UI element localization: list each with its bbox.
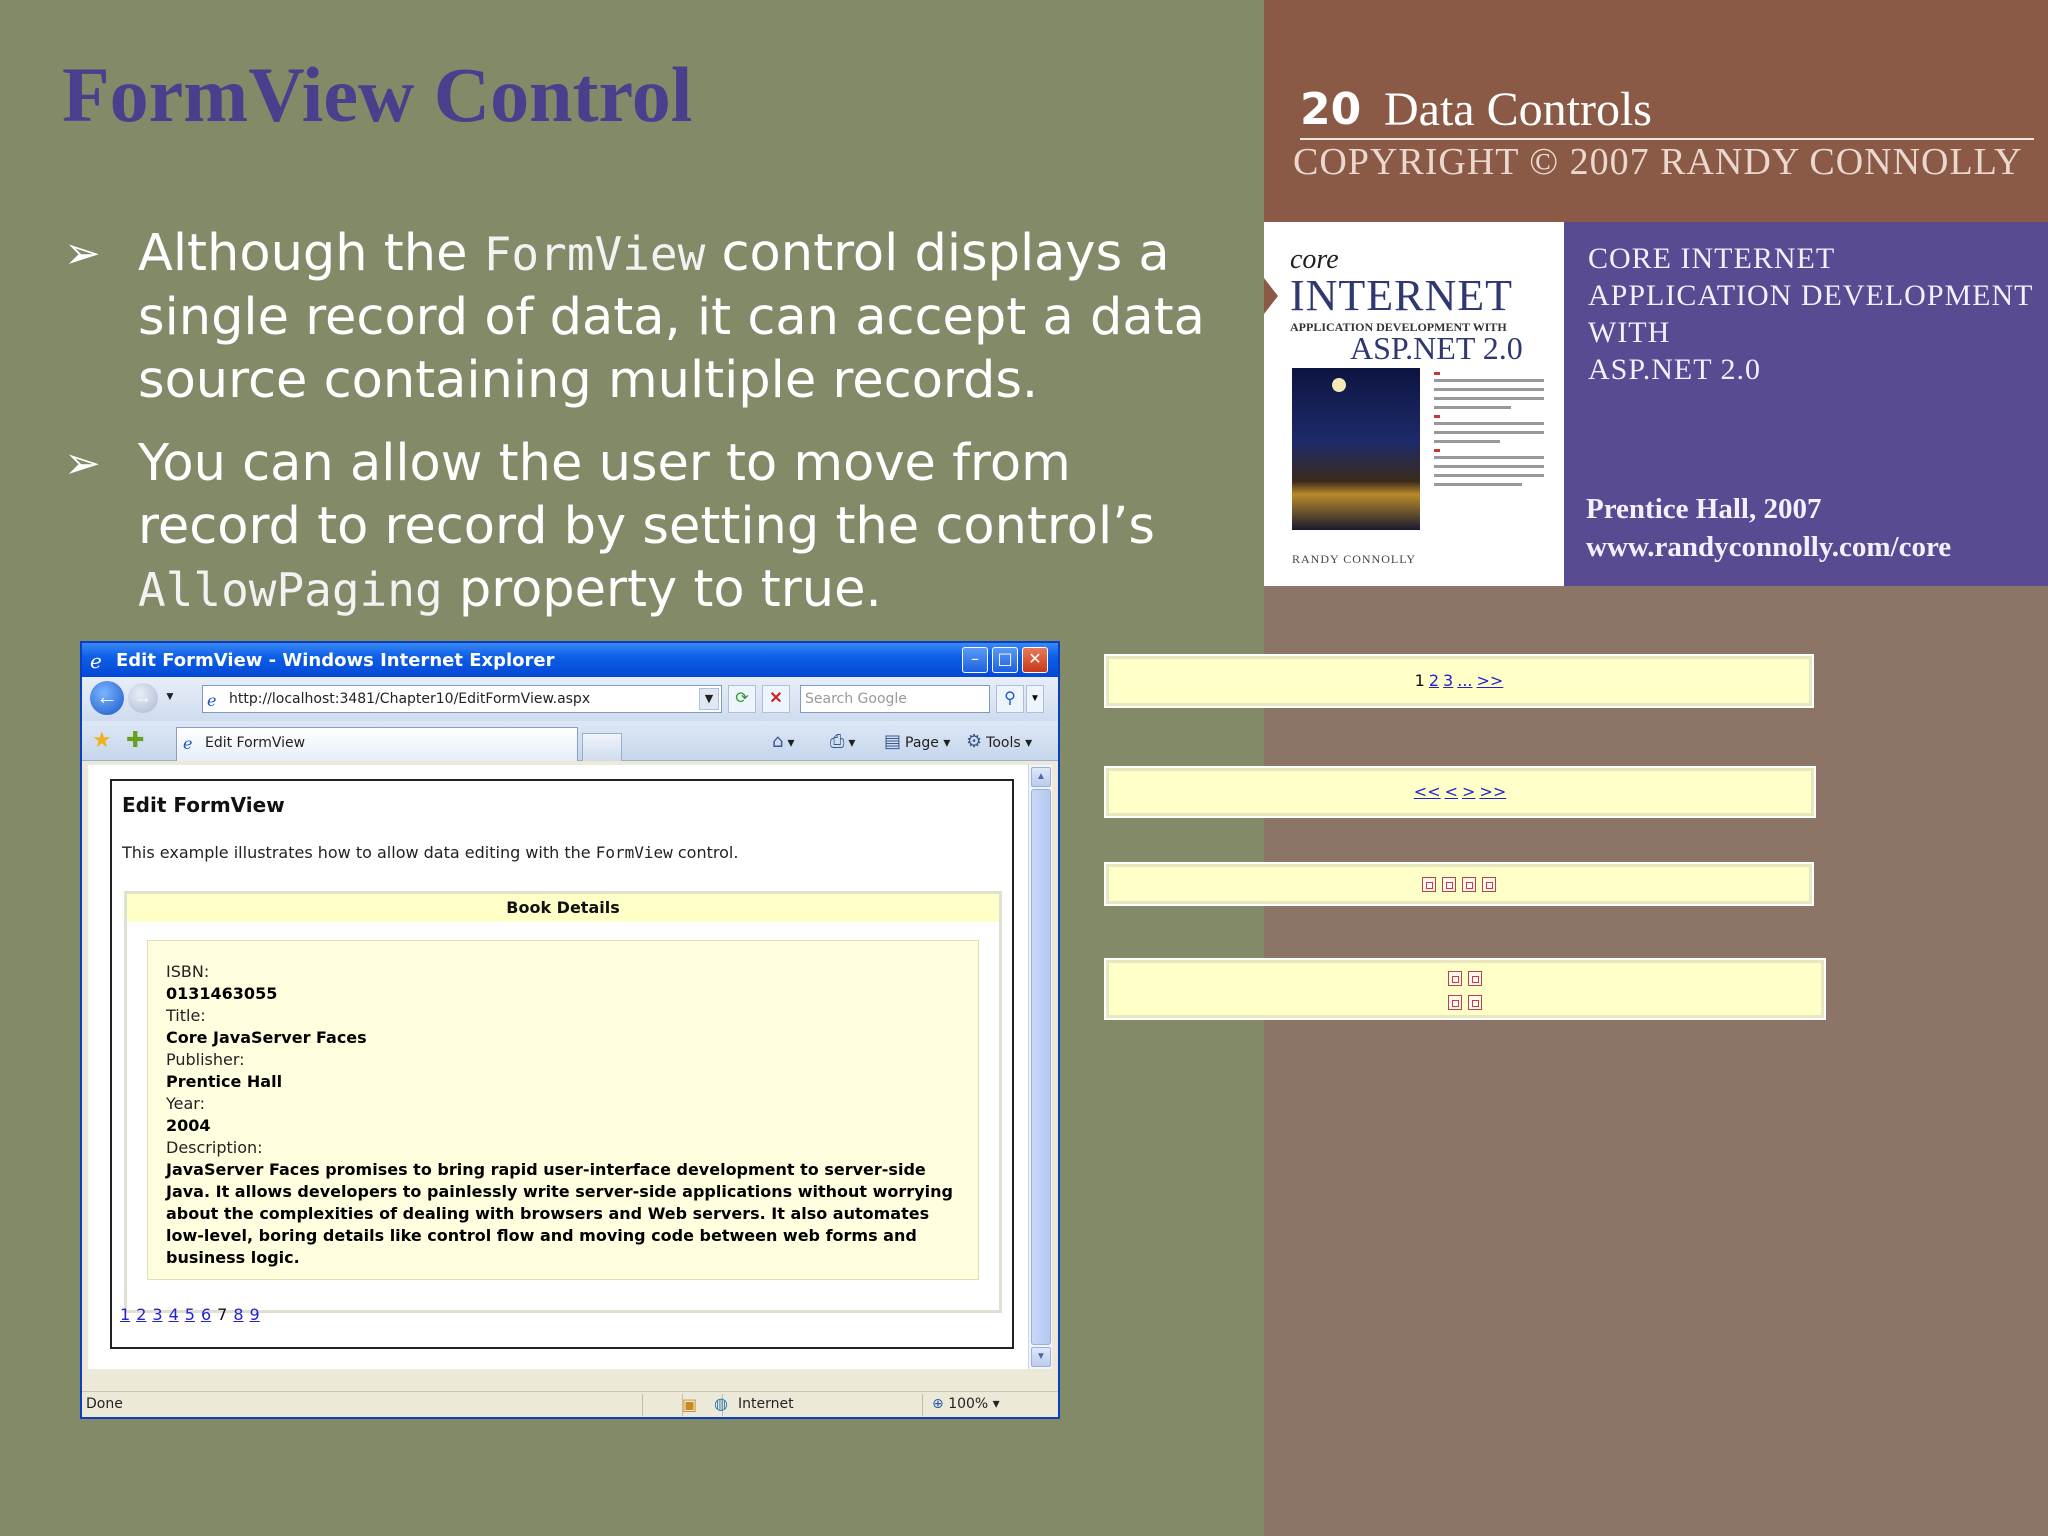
book-title-line: WITH	[1588, 316, 1671, 349]
pager-image-stacked-sample	[1104, 958, 1826, 1020]
chapter-header	[1300, 84, 2034, 140]
pager-next-link[interactable]: >	[1462, 782, 1476, 801]
pager-nextprev-sample	[1104, 766, 1816, 818]
book-cover-image	[1264, 222, 1564, 586]
bullet-text-pre: Although the	[138, 224, 484, 283]
tools-menu-label: Tools	[986, 735, 1021, 751]
pager-prev-icon[interactable]	[1448, 995, 1462, 1010]
bullet-list	[62, 222, 1232, 642]
arrow-bullet-icon: ➢	[64, 228, 101, 279]
tab-toolbar	[82, 721, 1058, 761]
maximize-button[interactable]: □	[992, 647, 1018, 673]
tab-edit-formview[interactable]	[176, 727, 578, 761]
page-container	[110, 779, 1014, 1349]
pager-icon-row	[1106, 992, 1824, 1012]
pager-link[interactable]: 6	[200, 1305, 212, 1324]
globe-icon: ◍	[714, 1394, 728, 1413]
field-label: Description:	[166, 1138, 263, 1157]
pager-next-icon[interactable]	[1468, 971, 1482, 986]
address-dropdown-button[interactable]: ▼	[699, 688, 719, 710]
book-title	[1588, 240, 2034, 388]
bullet-item	[62, 222, 1232, 412]
pager-link[interactable]: >>	[1476, 671, 1504, 690]
pager-last-link[interactable]: >>	[1479, 782, 1507, 801]
field-label: Publisher:	[166, 1050, 245, 1069]
book-title-line: APPLICATION DEVELOPMENT	[1588, 279, 2034, 312]
intro-text-post: control.	[672, 843, 739, 862]
field-label: Year:	[166, 1094, 205, 1113]
tab-label: Edit FormView	[205, 735, 306, 751]
bullet-code: AllowPaging	[138, 563, 443, 617]
pager-image-sample	[1104, 862, 1814, 906]
bullet-text-post: control displays a single record of data, it can accept a data source containing multiple records.	[138, 224, 1205, 410]
printer-icon: ⎙	[830, 731, 845, 752]
field-value: Core JavaServer Faces	[166, 1028, 367, 1047]
cover-author-text: RANDY CONNOLLY	[1292, 552, 1417, 566]
zoom-control[interactable]: ⊕ 100% ▾	[932, 1396, 1000, 1412]
status-bar	[82, 1391, 1058, 1417]
field-label: ISBN:	[166, 962, 210, 981]
zoom-icon: ⊕	[932, 1396, 944, 1412]
tools-menu[interactable]: ⚙ Tools ▾	[966, 731, 1033, 752]
pager-current-page: 1	[1414, 671, 1425, 690]
back-button[interactable]: ←	[90, 681, 124, 715]
page-menu-icon: ▤	[884, 731, 902, 752]
publisher-text: Prentice Hall, 2007	[1586, 493, 1822, 525]
favorites-star-icon[interactable]: ★	[92, 727, 112, 752]
new-tab-button[interactable]	[582, 733, 622, 761]
moon-icon	[1332, 378, 1346, 392]
minimize-button[interactable]: –	[962, 647, 988, 673]
book-info-panel	[1564, 222, 2048, 586]
search-options-dropdown[interactable]: ▼	[1026, 685, 1044, 713]
pager-first-icon[interactable]	[1422, 877, 1436, 892]
scroll-down-button[interactable]: ▼	[1031, 1347, 1051, 1367]
pager-prev-link[interactable]: <	[1444, 782, 1458, 801]
bullet-text-pre: You can allow the user to move from record to record by setting the control’s	[138, 434, 1155, 556]
pager-link[interactable]: 4	[168, 1305, 179, 1324]
print-button[interactable]: ⎙ ▾	[830, 731, 856, 752]
stop-button[interactable]: ✕	[762, 685, 790, 713]
address-toolbar	[82, 677, 1058, 721]
pager-link[interactable]: 1	[120, 1305, 131, 1324]
page-menu-label: Page	[905, 735, 939, 751]
forward-button[interactable]: →	[128, 683, 158, 713]
search-input[interactable]: Search Google	[800, 685, 990, 713]
field-value: 0131463055	[166, 984, 278, 1003]
browser-window	[80, 641, 1060, 1419]
formview-table	[124, 891, 1002, 1313]
pager-link[interactable]: 3	[152, 1305, 163, 1324]
zoom-level: 100%	[948, 1396, 989, 1412]
security-zone-text: Internet	[738, 1396, 794, 1412]
bullet-item	[62, 432, 1232, 622]
copyright-text: COPYRIGHT © 2007 RANDY CONNOLLY	[1293, 141, 2023, 183]
pager-numeric-sample	[1104, 654, 1814, 708]
pager-link[interactable]: 3	[1443, 671, 1454, 690]
field-value: 2004	[166, 1116, 211, 1135]
city-night-photo	[1292, 368, 1420, 530]
intro-code: FormView	[595, 843, 673, 862]
chapter-title: Data Controls	[1384, 83, 1652, 136]
vertical-scrollbar[interactable]	[1028, 765, 1052, 1369]
window-title: Edit FormView - Windows Internet Explorer	[116, 650, 555, 671]
cover-feature-list	[1434, 372, 1544, 492]
ie-logo-icon: e	[90, 649, 102, 673]
bullet-code: FormView	[483, 227, 706, 281]
page-viewport	[88, 765, 1028, 1369]
pager-link[interactable]: 9	[249, 1305, 260, 1324]
scroll-thumb[interactable]	[1031, 789, 1051, 1345]
home-button[interactable]: ⌂ ▾	[772, 731, 795, 752]
pager-link[interactable]: ...	[1457, 671, 1473, 690]
pager-link[interactable]: 5	[184, 1305, 195, 1324]
status-text: Done	[86, 1396, 123, 1412]
gear-icon: ⚙	[966, 731, 983, 752]
refresh-button[interactable]: ⟳	[728, 685, 756, 713]
field-value: JavaServer Faces promises to bring rapid user-interface development to server-side Java. It allows developers to painlessly write server-side applications without worrying about the complexities of dealing with browsers and Web servers. It also automates low-level, boring details like control flow and moving code between web forms and business logic.	[166, 1160, 953, 1267]
add-favorites-icon[interactable]: ✚	[126, 727, 145, 752]
pager-first-link[interactable]: <<	[1413, 782, 1441, 801]
cover-aspnet-text: ASP.NET 2.0	[1350, 330, 1523, 366]
pager-link[interactable]: 2	[1428, 671, 1440, 690]
arrow-bullet-icon: ➢	[64, 438, 101, 489]
pager-first-icon[interactable]	[1448, 971, 1462, 986]
protected-mode-icon: ▣	[682, 1395, 698, 1414]
address-url: http://localhost:3481/Chapter10/EditFormView.aspx	[229, 691, 591, 707]
page-heading: Edit FormView	[122, 793, 285, 817]
intro-text-pre: This example illustrates how to allow data editing with the	[122, 843, 596, 862]
bullet-text-post: property to true.	[442, 560, 882, 619]
page-icon: e	[183, 734, 193, 753]
pager-last-icon[interactable]	[1468, 995, 1482, 1010]
cover-internet-text: INTERNET	[1290, 271, 1514, 320]
home-icon: ⌂	[772, 731, 784, 752]
book-publisher-block	[1586, 490, 1951, 566]
cover-core-text: core	[1290, 244, 1339, 275]
address-bar[interactable]	[202, 685, 722, 713]
history-dropdown-icon[interactable]: ▼	[164, 689, 176, 703]
close-button[interactable]: ✕	[1022, 647, 1048, 673]
pager-next-icon[interactable]	[1462, 877, 1476, 892]
window-titlebar[interactable]	[82, 643, 1058, 677]
field-label: Title:	[166, 1006, 206, 1025]
book-url-text: www.randyconnolly.com/core	[1586, 531, 1952, 563]
page-icon: e	[207, 691, 217, 710]
book-title-line: CORE INTERNET	[1588, 242, 1836, 275]
scroll-up-button[interactable]: ▲	[1031, 767, 1051, 787]
book-title-line: ASP.NET 2.0	[1588, 353, 1761, 386]
page-menu[interactable]: ▤ Page ▾	[884, 731, 951, 752]
pager-current-page: 7	[217, 1305, 228, 1324]
pager-link[interactable]: 8	[233, 1305, 244, 1324]
chapter-number: 20	[1300, 84, 1362, 135]
formview-pager	[120, 1305, 266, 1324]
field-value: Prentice Hall	[166, 1072, 283, 1091]
formview-header: Book Details	[127, 894, 999, 922]
pager-last-icon[interactable]	[1482, 877, 1496, 892]
formview-item	[147, 940, 979, 1280]
page-intro-text	[122, 843, 738, 862]
pager-prev-icon[interactable]	[1442, 877, 1456, 892]
search-icon[interactable]: ⚲	[996, 685, 1024, 713]
cover-subtitle-text: APPLICATION DEVELOPMENT WITH	[1290, 320, 1507, 334]
pager-icon-row	[1106, 968, 1824, 988]
cover-tab-arrow	[1264, 278, 1278, 314]
pager-link[interactable]: 2	[136, 1305, 147, 1324]
slide-title: FormView Control	[62, 51, 693, 138]
